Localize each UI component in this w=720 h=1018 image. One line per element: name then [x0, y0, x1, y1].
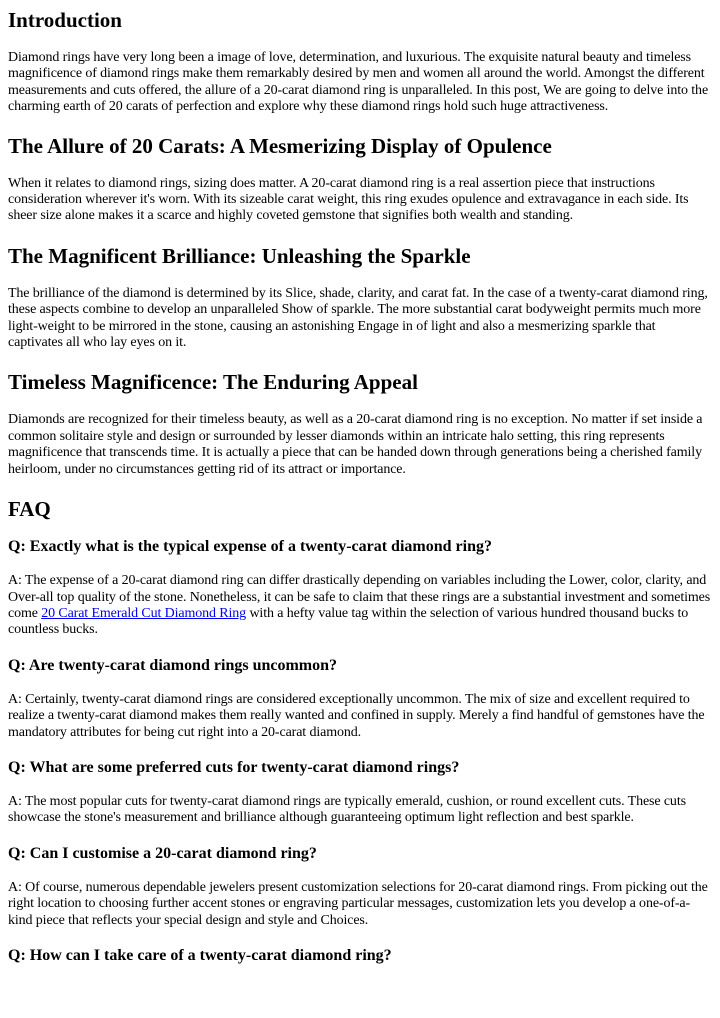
heading-timeless: Timeless Magnificence: The Enduring Appeal [8, 370, 418, 395]
faq-answer-cost-text-after: with a hefty value tag within the selection of various hundred thousand bucks to countless bucks. [8, 605, 689, 638]
heading-brilliance: The Magnificent Brilliance: Unleashing the Sparkle [8, 243, 471, 268]
heading-faq: FAQ [8, 497, 51, 522]
faq-answer-uncommon: A: Certainly, twenty-carat diamond rings are considered exceptionally uncommon. The mix of size and excellent required to realize a twenty-carat diamond makes them really wanted and confined in supply. Merely a find handful of gemstones have the mandatory attributes for being cut right into a 20-carat diamond. [8, 691, 705, 740]
faq-question-uncommon: Q: Are twenty-carat diamond rings uncommon? [8, 656, 338, 674]
heading-introduction: Introduction [8, 8, 122, 32]
heading-allure: The Allure of 20 Carats: A Mesmerizing Display of Opulence [8, 133, 552, 158]
faq-question-care: Q: How can I take care of a twenty-carat diamond ring? [8, 946, 392, 964]
emerald-cut-ring-link[interactable]: 20 Carat Emerald Cut Diamond Ring [41, 605, 247, 621]
faq-question-cost: Q: Exactly what is the typical expense of a twenty-carat diamond ring? [8, 538, 492, 556]
paragraph-introduction: Diamond rings have very long been a image of love, determination, and luxurious. The exquisite natural beauty and timeless magnificence of diamond rings make them remarkably desired by men and women all around the world. Amongst the different measurements and cuts offered, the allure of a 20-carat diamond ring is unparalleled. In this post, We are going to delve into the charming earth of 20 carats of perfection and explore why these diamond rings hold such huge attractiveness. [8, 50, 709, 115]
paragraph-allure: When it relates to diamond rings, sizing does matter. A 20-carat diamond ring is a real assertion piece that instructions consideration wherever it's worn. With its sizeable carat weight, this ring exudes opulence and extravagance in each side. Its sheer size alone makes it a scarce and highly coveted gemstone that signifies both wealth and standing. [8, 175, 689, 224]
faq-answer-cost-text-before: A: The expense of a 20-carat diamond ring can differ drastically depending on variables including the Lower, color, clarity, and Over-all top quality of the stone. Nonetheless, it can be safe to claim that these rings are a substantial investment and sometimes come [8, 573, 711, 621]
faq-answer-cuts: A: The most popular cuts for twenty-carat diamond rings are typically emerald, cushion, or round excellent cuts. These cuts showcase the stone's measurement and brilliance although guaranteeing optimum light reflection and best sparkle. [8, 793, 686, 826]
faq-answer-customise: A: Of course, numerous dependable jewelers present customization selections for 20-carat diamond rings. From picking out the right location to choosing further accent stones or engraving particular messages, customization lets you develop a one-of-a-kind piece that reflects your special design and style and Choices. [8, 879, 708, 928]
faq-answer-cost [8, 573, 712, 639]
faq-question-cuts: Q: What are some preferred cuts for twenty-carat diamond rings? [8, 758, 460, 776]
paragraph-timeless: Diamonds are recognized for their timeless beauty, as well as a 20-carat diamond ring is no exception. No matter if set inside a common solitaire style and design or surrounded by lesser diamonds within an intricate halo setting, this ring represents magnificence that transcends time. It is actually a piece that can be handed down through generations being a cherished family heirloom, under no circumstances getting rid of its attract or importance. [8, 412, 703, 477]
paragraph-brilliance: The brilliance of the diamond is determined by its Slice, shade, clarity, and carat fat. In the case of a twenty-carat diamond ring, these aspects combine to develop an unparalleled Show of sparkle. The more substantial carat bodyweight permits much more light-weight to be mirrored in the stone, causing an astonishing Engage in of light and also a mesmerizing sparkle that captivates all who lay eyes on it. [8, 285, 708, 351]
faq-question-customise: Q: Can I customise a 20-carat diamond ring? [8, 844, 317, 862]
